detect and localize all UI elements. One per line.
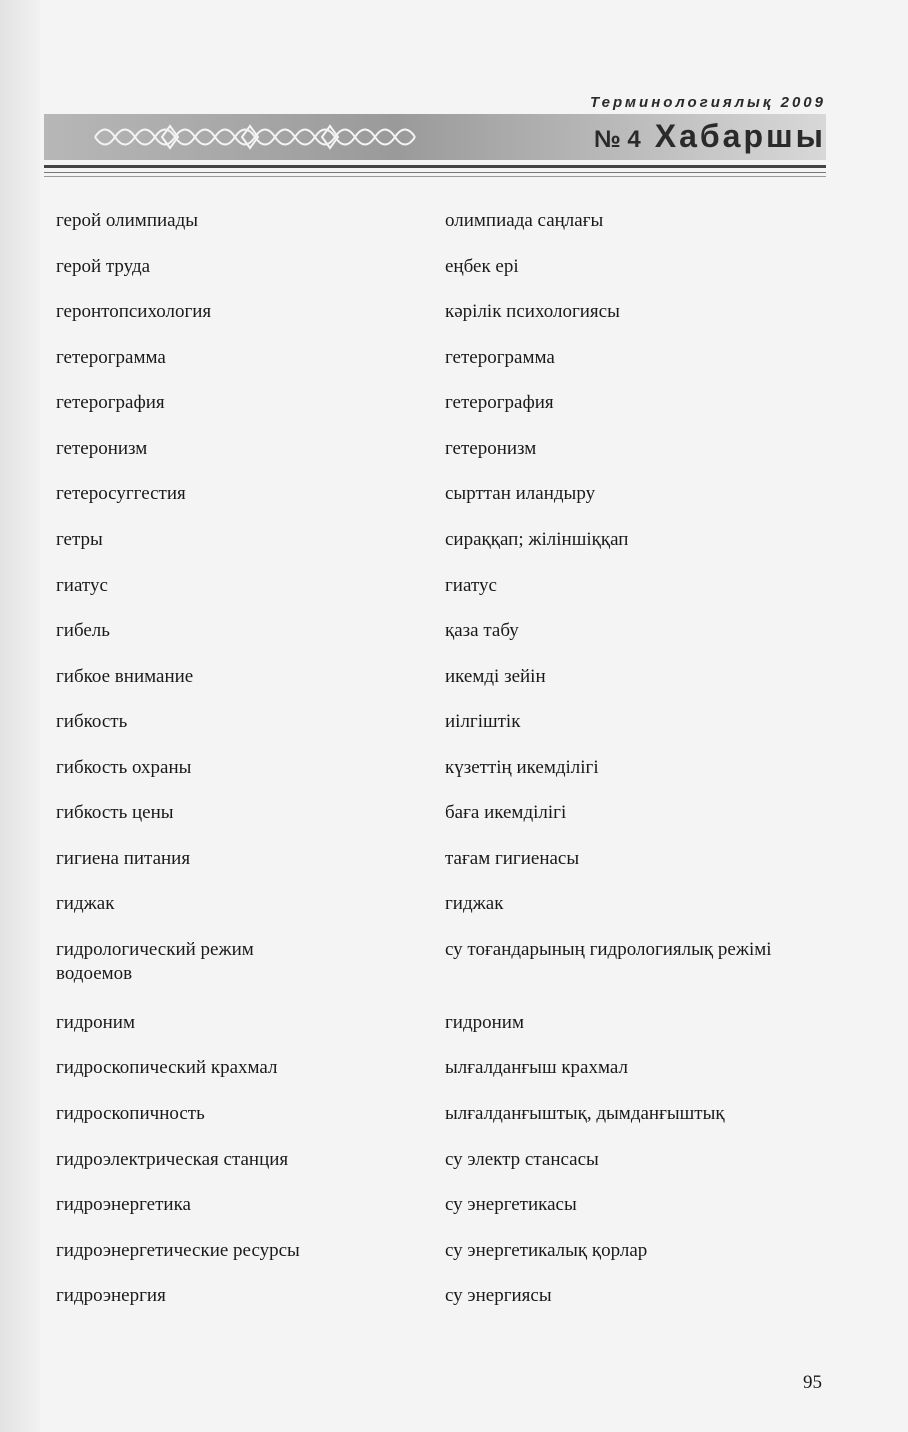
russian-term: гибкость bbox=[56, 711, 128, 732]
russian-term: геронтопсихология bbox=[56, 301, 212, 322]
kazakh-term: ылғалданғыш крахмал bbox=[445, 1057, 628, 1078]
kazakh-term: тағам гигиенасы bbox=[445, 848, 580, 869]
russian-term: гетерограмма bbox=[56, 347, 166, 368]
kazakh-term: иілгіштік bbox=[445, 711, 521, 732]
page-number: 95 bbox=[803, 1372, 822, 1393]
russian-term: гидрологический режим водоемов bbox=[56, 939, 254, 984]
kazakh-term: су электр стансасы bbox=[445, 1149, 599, 1170]
journal-name: Хабаршы bbox=[654, 118, 826, 154]
kazakh-term: гетерография bbox=[445, 392, 554, 413]
russian-term: гибкость цены bbox=[56, 802, 174, 823]
kazakh-term: су тоғандарының гидрологиялық режімі bbox=[445, 939, 772, 960]
journal-line: Терминологиялық 2009 bbox=[590, 94, 826, 111]
russian-term: гидроскопический крахмал bbox=[56, 1057, 278, 1078]
russian-term: гетры bbox=[56, 529, 103, 550]
kazakh-term: баға икемділігі bbox=[445, 802, 567, 823]
kazakh-term: су энергиясы bbox=[445, 1285, 552, 1306]
kazakh-term: су энергетикасы bbox=[445, 1194, 577, 1215]
russian-term: гетеросуггестия bbox=[56, 483, 186, 504]
russian-term: гидроэнергия bbox=[56, 1285, 166, 1306]
kazakh-term: гиатус bbox=[445, 575, 497, 596]
kazakh-term: күзеттің икемділігі bbox=[445, 757, 599, 778]
kazakh-term: олимпиада саңлағы bbox=[445, 210, 604, 231]
kazakh-term: икемді зейін bbox=[445, 666, 546, 687]
kazakh-term: қаза табу bbox=[445, 620, 519, 641]
kazakh-term: гетерограмма bbox=[445, 347, 555, 368]
kazakh-term: гиджак bbox=[445, 893, 504, 914]
kazakh-term: кәрілік психологиясы bbox=[445, 301, 620, 322]
kazakh-term: сырттан иландыру bbox=[445, 483, 596, 504]
russian-term: гибкое внимание bbox=[56, 666, 194, 687]
russian-term: гибель bbox=[56, 620, 110, 641]
kazakh-term: еңбек ері bbox=[445, 256, 519, 277]
russian-term: герой олимпиады bbox=[56, 210, 199, 231]
russian-term: гиатус bbox=[56, 575, 108, 596]
issue-number: № 4 bbox=[593, 126, 641, 153]
russian-term: гидроскопичность bbox=[56, 1103, 205, 1124]
russian-term: гидроним bbox=[56, 1012, 135, 1033]
russian-term: гетерография bbox=[56, 392, 165, 413]
kazakh-term: сираққап; жіліншіққап bbox=[445, 529, 629, 550]
kazakh-term: гетеронизм bbox=[445, 438, 537, 459]
russian-term: гидроэнергетические ресурсы bbox=[56, 1240, 300, 1261]
russian-term: гетеронизм bbox=[56, 438, 148, 459]
kazakh-term: гидроним bbox=[445, 1012, 524, 1033]
russian-term: гибкость охраны bbox=[56, 757, 192, 778]
russian-term: гиджак bbox=[56, 893, 115, 914]
kazakh-term: су энергетикалық қорлар bbox=[445, 1240, 648, 1261]
russian-term: гидроэлектрическая станция bbox=[56, 1149, 289, 1170]
russian-term: герой труда bbox=[56, 256, 151, 277]
kazakh-term: ылғалданғыштық, дымданғыштық bbox=[445, 1103, 725, 1124]
russian-term: гидроэнергетика bbox=[56, 1194, 191, 1215]
russian-term: гигиена питания bbox=[56, 848, 191, 869]
